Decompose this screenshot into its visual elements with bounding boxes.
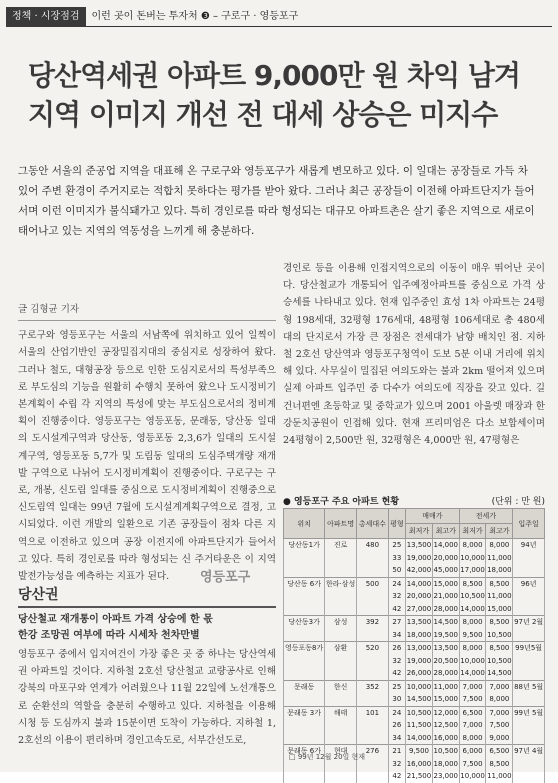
table-cell: 520 [357, 642, 389, 655]
table-cell [325, 590, 357, 603]
table-row [284, 552, 545, 565]
table-cell: 99년5월 [513, 642, 545, 655]
table-cell: 20,000 [406, 590, 433, 603]
table-row [284, 693, 545, 706]
table-cell [357, 719, 389, 732]
table-cell: 문래동 3가 [284, 706, 325, 719]
table-cell: 27,000 [406, 603, 433, 616]
table-cell [513, 603, 545, 616]
table-cell: 18,000 [406, 629, 433, 642]
table-cell: 20,500 [432, 655, 459, 668]
table-row [284, 642, 545, 655]
title-line-2: 지역 이미지 개선 전 대세 상승은 미지수 [28, 98, 498, 131]
group-header-rent: 전세가 [459, 509, 513, 524]
table-cell: 26,000 [406, 667, 433, 680]
table-cell: 392 [357, 616, 389, 629]
table-cell: 96년 [513, 577, 545, 590]
table-cell: 23,000 [432, 770, 459, 783]
table-cell [325, 603, 357, 616]
table-cell [325, 564, 357, 577]
table-cell [513, 719, 545, 732]
table-cell: 10,500 [486, 655, 513, 668]
col-header: 최고가 [432, 524, 459, 539]
table-cell: 24 [388, 577, 405, 590]
table-cell: 9,500 [459, 629, 486, 642]
section-subheading-2: 한강 조망권 여부에 따라 시세차 천차만별 [18, 630, 200, 641]
table-cell: 25 [388, 680, 405, 693]
table-cell [513, 552, 545, 565]
table-cell [284, 732, 325, 745]
table-cell: 10,000 [459, 552, 486, 565]
table-cell: 19,500 [432, 629, 459, 642]
table-cell [325, 693, 357, 706]
col-header: 총세대수 [357, 509, 389, 539]
table-cell: 8,000 [459, 732, 486, 745]
table-cell: 문래동 [284, 680, 325, 693]
table-cell: 21 [388, 745, 405, 758]
table-cell: 34 [388, 732, 405, 745]
title-line-1: 당산역세권 아파트 9,000만 원 차익 남겨 [28, 59, 520, 92]
table-cell: 13,000 [406, 642, 433, 655]
table-cell [357, 603, 389, 616]
body-text-left: 구로구와 영등포구는 서울의 서남쪽에 위치하고 있어 일찍이 서울의 산업기반인 공장밀집지대의 중심지로 성장하여 왔다. 그러나 철도, 대형공장 등으로 인한 도심지로서의 특성부족으로 부도심의 기능을 원활히 수행치 못하여 왔으나 도시정비기본계획이 수립 각 지역의 특성에 맞는 부도심으로서의 정비계획이 진행중이다. 영등포구는 영등포동, 문래동, 당산동 일대의 도시설계구역과 당산동, 영등포동 2,3,6가 일대의 도시설계구역, 영등포동 5,7가 및 도림동 일대의 도심주택개량 재개발 구역으로 나뉘어 도시정비계획이 진행중이다. 구로구는 구로, 개봉, 신도림 일대를 중심으로 도시정비계획이 진행중으로 신도림역 일대는 99년 7월에 도시설계계획구역으로 결정, 고시되었다. 이런 개발의 일환으로 기존 공장들이 점차 다른 지역으로 이전하고 있으며 공장 이전지에 아파트단지가 들어서고 있다. 특히 경인로를 따라 형성되는 신 주거타운은 이 지역 발전가능성을 예측하는 지표가 된다. [18, 330, 276, 583]
table-cell: 18,000 [432, 758, 459, 771]
table-cell: 9,500 [406, 745, 433, 758]
table-cell [357, 667, 389, 680]
table-cell: 14,500 [432, 616, 459, 629]
table-cell: 15,000 [486, 603, 513, 616]
table-cell: 28,000 [432, 603, 459, 616]
table-cell: 26 [388, 719, 405, 732]
table-cell: 42 [388, 667, 405, 680]
table-cell: 15,000 [432, 693, 459, 706]
table-row [284, 616, 545, 629]
table-cell: 7,500 [459, 758, 486, 771]
table-cell: 42,000 [406, 564, 433, 577]
table-cell: 7,000 [459, 680, 486, 693]
table-cell: 당산동1가 [284, 539, 325, 552]
section-dangsan [18, 584, 276, 749]
table-cell [513, 758, 545, 771]
table-cell [357, 693, 389, 706]
table-cell: 19,000 [406, 655, 433, 668]
table-cell [284, 693, 325, 706]
table-cell [325, 655, 357, 668]
table-unit: (단위 : 만 원) [491, 497, 545, 507]
table-cell [513, 655, 545, 668]
table-cell: 32 [388, 590, 405, 603]
table-cell: 14,500 [486, 667, 513, 680]
table-row [284, 667, 545, 680]
table-cell: 진로 [325, 539, 357, 552]
table-cell [357, 590, 389, 603]
col-header: 최저가 [459, 524, 486, 539]
table-cell [284, 552, 325, 565]
table-cell: 50 [388, 564, 405, 577]
table-cell: 8,500 [486, 642, 513, 655]
col-header: 위치 [284, 509, 325, 539]
table-cell: 10,000 [459, 770, 486, 783]
table-cell [284, 564, 325, 577]
table-row [284, 590, 545, 603]
table-cell: 7,500 [459, 693, 486, 706]
col-header: 평형 [388, 509, 405, 539]
table-cell: 7,000 [486, 706, 513, 719]
table-cell: 21,500 [406, 770, 433, 783]
table-cell [357, 655, 389, 668]
table-cell: 42 [388, 603, 405, 616]
table-cell: 한라·삼성 [325, 577, 357, 590]
table-cell: 352 [357, 680, 389, 693]
table-cell: 32 [388, 655, 405, 668]
table-cell: 24 [388, 706, 405, 719]
table-cell: 11,500 [406, 719, 433, 732]
table-row [284, 577, 545, 590]
table-cell [284, 719, 325, 732]
table-cell: 영등포동8가 [284, 642, 325, 655]
table-cell: 당산동3가 [284, 616, 325, 629]
table-cell [357, 564, 389, 577]
col-header: 최고가 [486, 524, 513, 539]
table-cell: 삼성 [325, 616, 357, 629]
col-header: 아파트명 [325, 509, 357, 539]
table-cell: 12,500 [432, 719, 459, 732]
table-cell: 14,000 [459, 667, 486, 680]
table-cell [325, 552, 357, 565]
table-cell: 10,000 [459, 655, 486, 668]
table-cell: 13,500 [432, 642, 459, 655]
table-cell [357, 629, 389, 642]
table-cell: 14,000 [432, 539, 459, 552]
table-cell: 13,500 [406, 616, 433, 629]
table-cell: 32 [388, 758, 405, 771]
table-cell: 현대 [325, 745, 357, 758]
table-cell: 94년 [513, 539, 545, 552]
table-title: ● 영등포구 주요 아파트 현황 [283, 497, 400, 507]
table-cell: 14,000 [406, 577, 433, 590]
table-cell: 276 [357, 745, 389, 758]
table-cell: 28,000 [432, 667, 459, 680]
table-cell: 480 [357, 539, 389, 552]
table-row [284, 539, 545, 552]
table-cell [325, 667, 357, 680]
table-cell: 16,000 [432, 732, 459, 745]
table-cell: 10,000 [406, 680, 433, 693]
table-cell: 8,500 [486, 616, 513, 629]
table-cell: 8,000 [486, 539, 513, 552]
table-row [284, 732, 545, 745]
page-header [6, 6, 552, 28]
table-cell: 11,000 [486, 770, 513, 783]
table-cell: 11,000 [486, 590, 513, 603]
table-cell: 삼환 [325, 642, 357, 655]
table-cell: 6,500 [486, 745, 513, 758]
table-cell [325, 629, 357, 642]
table-row [284, 603, 545, 616]
table-cell: 14,000 [459, 603, 486, 616]
table-cell: 88년 5월 [513, 680, 545, 693]
table-cell: 15,000 [432, 577, 459, 590]
table-cell: 33 [388, 552, 405, 565]
table-cell: 14,500 [406, 693, 433, 706]
table-cell [325, 732, 357, 745]
table-cell: 8,500 [459, 577, 486, 590]
table-cell: 12,000 [432, 706, 459, 719]
table-row [284, 719, 545, 732]
table-cell: 한신 [325, 680, 357, 693]
table-cell: 99년 5월 [513, 706, 545, 719]
table-cell [513, 564, 545, 577]
lead-paragraph: 그동안 서울의 준공업 지역을 대표해 온 구로구와 영등포구가 새롭게 변모하고 있다. 이 일대는 공장들로 가득 차 있어 주변 환경이 주거지로는 적합치 못하다는 평가를 받아 왔다. 그러나 최근 공장들이 이전해 아파트단지가 들어서며 이런 이미지가 불식돼가고 있다. 특히 경인로를 따라 형성되는 대규모 아파트촌은 살기 좋은 지역으로 새로이 태어나고 있는 지역의 역동성을 느끼게 해 충분하다. [18, 165, 535, 237]
table-cell: 21,000 [432, 590, 459, 603]
table-cell: 97년 4월 [513, 745, 545, 758]
group-header-sale: 매매가 [406, 509, 460, 524]
table-cell [284, 667, 325, 680]
table-cell: 18,000 [486, 564, 513, 577]
section-tag: 정책 · 시장점검 [6, 7, 86, 27]
table-cell: 10,500 [406, 706, 433, 719]
table-cell [325, 719, 357, 732]
table-cell: 10,500 [459, 590, 486, 603]
table-row [284, 680, 545, 693]
table-caption [283, 494, 545, 507]
table-cell: 34 [388, 629, 405, 642]
table-cell: 11,000 [486, 552, 513, 565]
table-cell: 당산동 6가 [284, 577, 325, 590]
table-cell [513, 629, 545, 642]
table-cell: 25 [388, 539, 405, 552]
table-cell: 45,000 [432, 564, 459, 577]
table-cell [284, 629, 325, 642]
table-cell: 8,000 [459, 616, 486, 629]
apartment-table [283, 508, 545, 783]
column-right-text: 경인로 등을 이용해 인접지역으로의 이동이 매우 뛰어난 곳이다. 당산철교가 개통되어 입주예정아파트를 중심으로 가격 상승세를 나타내고 있다. 현재 입주중인 효성 1차 아파트는 24평형 198세대, 32평형 176세대, 48평형 106세대로 총 480세대의 단지로서 가장 큰 장점은 전세대가 남향 배치인 점. 지하철 2호선 당산역과 영등포구청역이 도보 5분 이내 거리에 위치해 있다. 사무실이 밀집된 여의도와는 불과 2km 떨어져 있으며 실제 아파트 입주민 중 다수가 여의도에 직장을 갖고 있다. 길 건너편엔 초등학교 및 중학교가 있으며 2001 아울렛 매장과 한강둔치공원이 인접해 있다. 현재 프리미엄은 다소 보합세이며 24평형이 2,500만 원, 32평형은 4,000만 원, 47평형은 [283, 263, 545, 447]
table-row [284, 564, 545, 577]
table-cell [357, 552, 389, 565]
column-left [18, 301, 276, 585]
table-cell: 7,000 [486, 680, 513, 693]
table-row [284, 706, 545, 719]
table-cell: 19,000 [406, 552, 433, 565]
article-title [28, 56, 528, 134]
table-row [284, 629, 545, 642]
table-cell: 10,500 [432, 745, 459, 758]
table-cell: 8,500 [486, 758, 513, 771]
table-cell: 7,000 [459, 719, 486, 732]
table-cell: 17,000 [459, 564, 486, 577]
table-cell: 8,500 [486, 577, 513, 590]
table-cell [284, 603, 325, 616]
table-cell [284, 655, 325, 668]
section-body: 영등포구 중에서 입지여건이 가장 좋은 곳 중 하나는 당산역세권 아파트일 것이다. 지하철 2호선 당산철교 교량공사로 인해 강북의 마포구와 연계가 어려웠으나 11월 22일에 노선개통으로 순환선의 역할을 충분히 수행하고 있다. 지하철을 이용해 시청 등 도심까지 불과 15분이면 도착이 가능하다. 지하철 1, 2호선의 이용이 편리하며 경인고속도로, 서부간선도로, [18, 649, 276, 747]
table-cell [357, 732, 389, 745]
table-cell: 97년 2월 [513, 616, 545, 629]
table-cell: 해태 [325, 706, 357, 719]
section-heading: 당산권 [18, 584, 276, 608]
table-cell: 14,000 [406, 732, 433, 745]
table-cell: 30 [388, 693, 405, 706]
table-cell: 500 [357, 577, 389, 590]
table-cell: 8,000 [459, 539, 486, 552]
table-cell: 7,500 [486, 719, 513, 732]
table-cell: 문래동 6가 [284, 745, 325, 758]
table-cell [513, 693, 545, 706]
table-cell [513, 732, 545, 745]
table-cell: 6,500 [459, 706, 486, 719]
table-cell: 10,500 [486, 629, 513, 642]
section-subheading-1: 당산철교 재개통이 아파트 가격 상승에 한 몫 [18, 614, 213, 625]
table-cell: 9,000 [486, 732, 513, 745]
col-header: 최저가 [406, 524, 433, 539]
table-cell: 11,000 [432, 680, 459, 693]
table-cell: 101 [357, 706, 389, 719]
table-cell: 13,500 [406, 539, 433, 552]
table-cell: 26 [388, 642, 405, 655]
table-cell: 8,000 [459, 642, 486, 655]
series-subtitle: 이런 곳이 돈버는 투자처 ❸ – 구로구 · 영등포구 [86, 8, 553, 27]
table-cell [513, 667, 545, 680]
table-row [284, 655, 545, 668]
table-cell: 42 [388, 770, 405, 783]
table-cell: 8,000 [486, 693, 513, 706]
district-label: 영등포구 [200, 570, 251, 585]
table-source: □ 99년 12월 20일 현재 [289, 753, 366, 761]
col-header: 입주일 [513, 509, 545, 539]
table-cell: 6,000 [459, 745, 486, 758]
table-cell [284, 590, 325, 603]
table-cell: 16,000 [406, 758, 433, 771]
table-cell: 20,000 [432, 552, 459, 565]
table-cell: 27 [388, 616, 405, 629]
table-cell [513, 590, 545, 603]
byline: 글 김형균 기자 [18, 301, 276, 321]
